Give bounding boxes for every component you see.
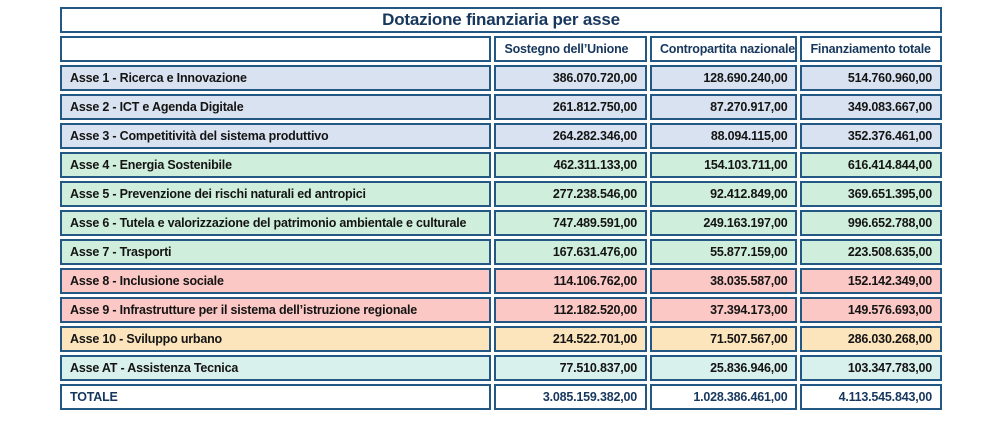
total-value-contropartita: 1.028.386.461,00 (650, 384, 798, 410)
row-value-finanziamento: 152.142.349,00 (800, 268, 942, 294)
row-label: Asse 8 - Inclusione sociale (60, 268, 491, 294)
header-row (60, 36, 942, 62)
table-row (60, 123, 942, 149)
row-label: Asse 1 - Ricerca e Innovazione (60, 65, 491, 91)
row-value-contropartita: 87.270.917,00 (650, 94, 798, 120)
row-value-sostegno: 747.489.591,00 (494, 210, 647, 236)
table-row (60, 355, 942, 381)
total-value-finanziamento: 4.113.545.843,00 (800, 384, 942, 410)
row-value-sostegno: 167.631.476,00 (494, 239, 647, 265)
row-value-finanziamento: 514.760.960,00 (800, 65, 942, 91)
row-value-contropartita: 71.507.567,00 (650, 326, 798, 352)
table-row (60, 181, 942, 207)
row-value-finanziamento: 286.030.268,00 (800, 326, 942, 352)
row-value-sostegno: 277.238.546,00 (494, 181, 647, 207)
row-label: Asse AT - Assistenza Tecnica (60, 355, 491, 381)
row-value-finanziamento: 352.376.461,00 (800, 123, 942, 149)
total-row (60, 384, 942, 410)
total-label: TOTALE (60, 384, 491, 410)
row-value-contropartita: 249.163.197,00 (650, 210, 798, 236)
row-value-contropartita: 154.103.711,00 (650, 152, 798, 178)
header-empty-cell (60, 36, 491, 62)
table-row (60, 326, 942, 352)
row-value-contropartita: 55.877.159,00 (650, 239, 798, 265)
title-row (60, 7, 942, 33)
row-value-sostegno: 214.522.701,00 (494, 326, 647, 352)
table-row (60, 94, 942, 120)
row-value-finanziamento: 369.651.395,00 (800, 181, 942, 207)
row-value-finanziamento: 223.508.635,00 (800, 239, 942, 265)
table-row (60, 210, 942, 236)
row-value-contropartita: 92.412.849,00 (650, 181, 798, 207)
row-value-finanziamento: 996.652.788,00 (800, 210, 942, 236)
row-value-sostegno: 462.311.133,00 (494, 152, 647, 178)
row-value-sostegno: 261.812.750,00 (494, 94, 647, 120)
row-label: Asse 2 - ICT e Agenda Digitale (60, 94, 491, 120)
column-header-contropartita-nazionale: Contropartita nazionale (650, 36, 798, 62)
total-value-sostegno: 3.085.159.382,00 (494, 384, 647, 410)
row-value-contropartita: 38.035.587,00 (650, 268, 798, 294)
row-label: Asse 3 - Competitività del sistema produttivo (60, 123, 491, 149)
column-header-finanziamento-totale: Finanziamento totale (800, 36, 942, 62)
row-value-finanziamento: 149.576.693,00 (800, 297, 942, 323)
row-label: Asse 4 - Energia Sostenibile (60, 152, 491, 178)
row-value-finanziamento: 616.414.844,00 (800, 152, 942, 178)
row-value-contropartita: 37.394.173,00 (650, 297, 798, 323)
row-value-sostegno: 264.282.346,00 (494, 123, 647, 149)
row-value-contropartita: 25.836.946,00 (650, 355, 798, 381)
row-label: Asse 5 - Prevenzione dei rischi naturali ed antropici (60, 181, 491, 207)
table-row (60, 268, 942, 294)
table-row (60, 239, 942, 265)
column-header-sostegno-unione: Sostegno dell’Unione (494, 36, 647, 62)
row-value-finanziamento: 349.083.667,00 (800, 94, 942, 120)
row-value-sostegno: 77.510.837,00 (494, 355, 647, 381)
row-label: Asse 7 - Trasporti (60, 239, 491, 265)
table-row (60, 297, 942, 323)
table-row (60, 152, 942, 178)
row-value-sostegno: 386.070.720,00 (494, 65, 647, 91)
row-value-sostegno: 114.106.762,00 (494, 268, 647, 294)
row-value-contropartita: 128.690.240,00 (650, 65, 798, 91)
financial-allocation-table (57, 4, 945, 413)
row-value-sostegno: 112.182.520,00 (494, 297, 647, 323)
row-value-finanziamento: 103.347.783,00 (800, 355, 942, 381)
row-label: Asse 6 - Tutela e valorizzazione del patrimonio ambientale e culturale (60, 210, 491, 236)
table-title: Dotazione finanziaria per asse (60, 7, 942, 33)
row-label: Asse 9 - Infrastrutture per il sistema dell’istruzione regionale (60, 297, 491, 323)
table-row (60, 65, 942, 91)
row-value-contropartita: 88.094.115,00 (650, 123, 798, 149)
row-label: Asse 10 - Sviluppo urbano (60, 326, 491, 352)
